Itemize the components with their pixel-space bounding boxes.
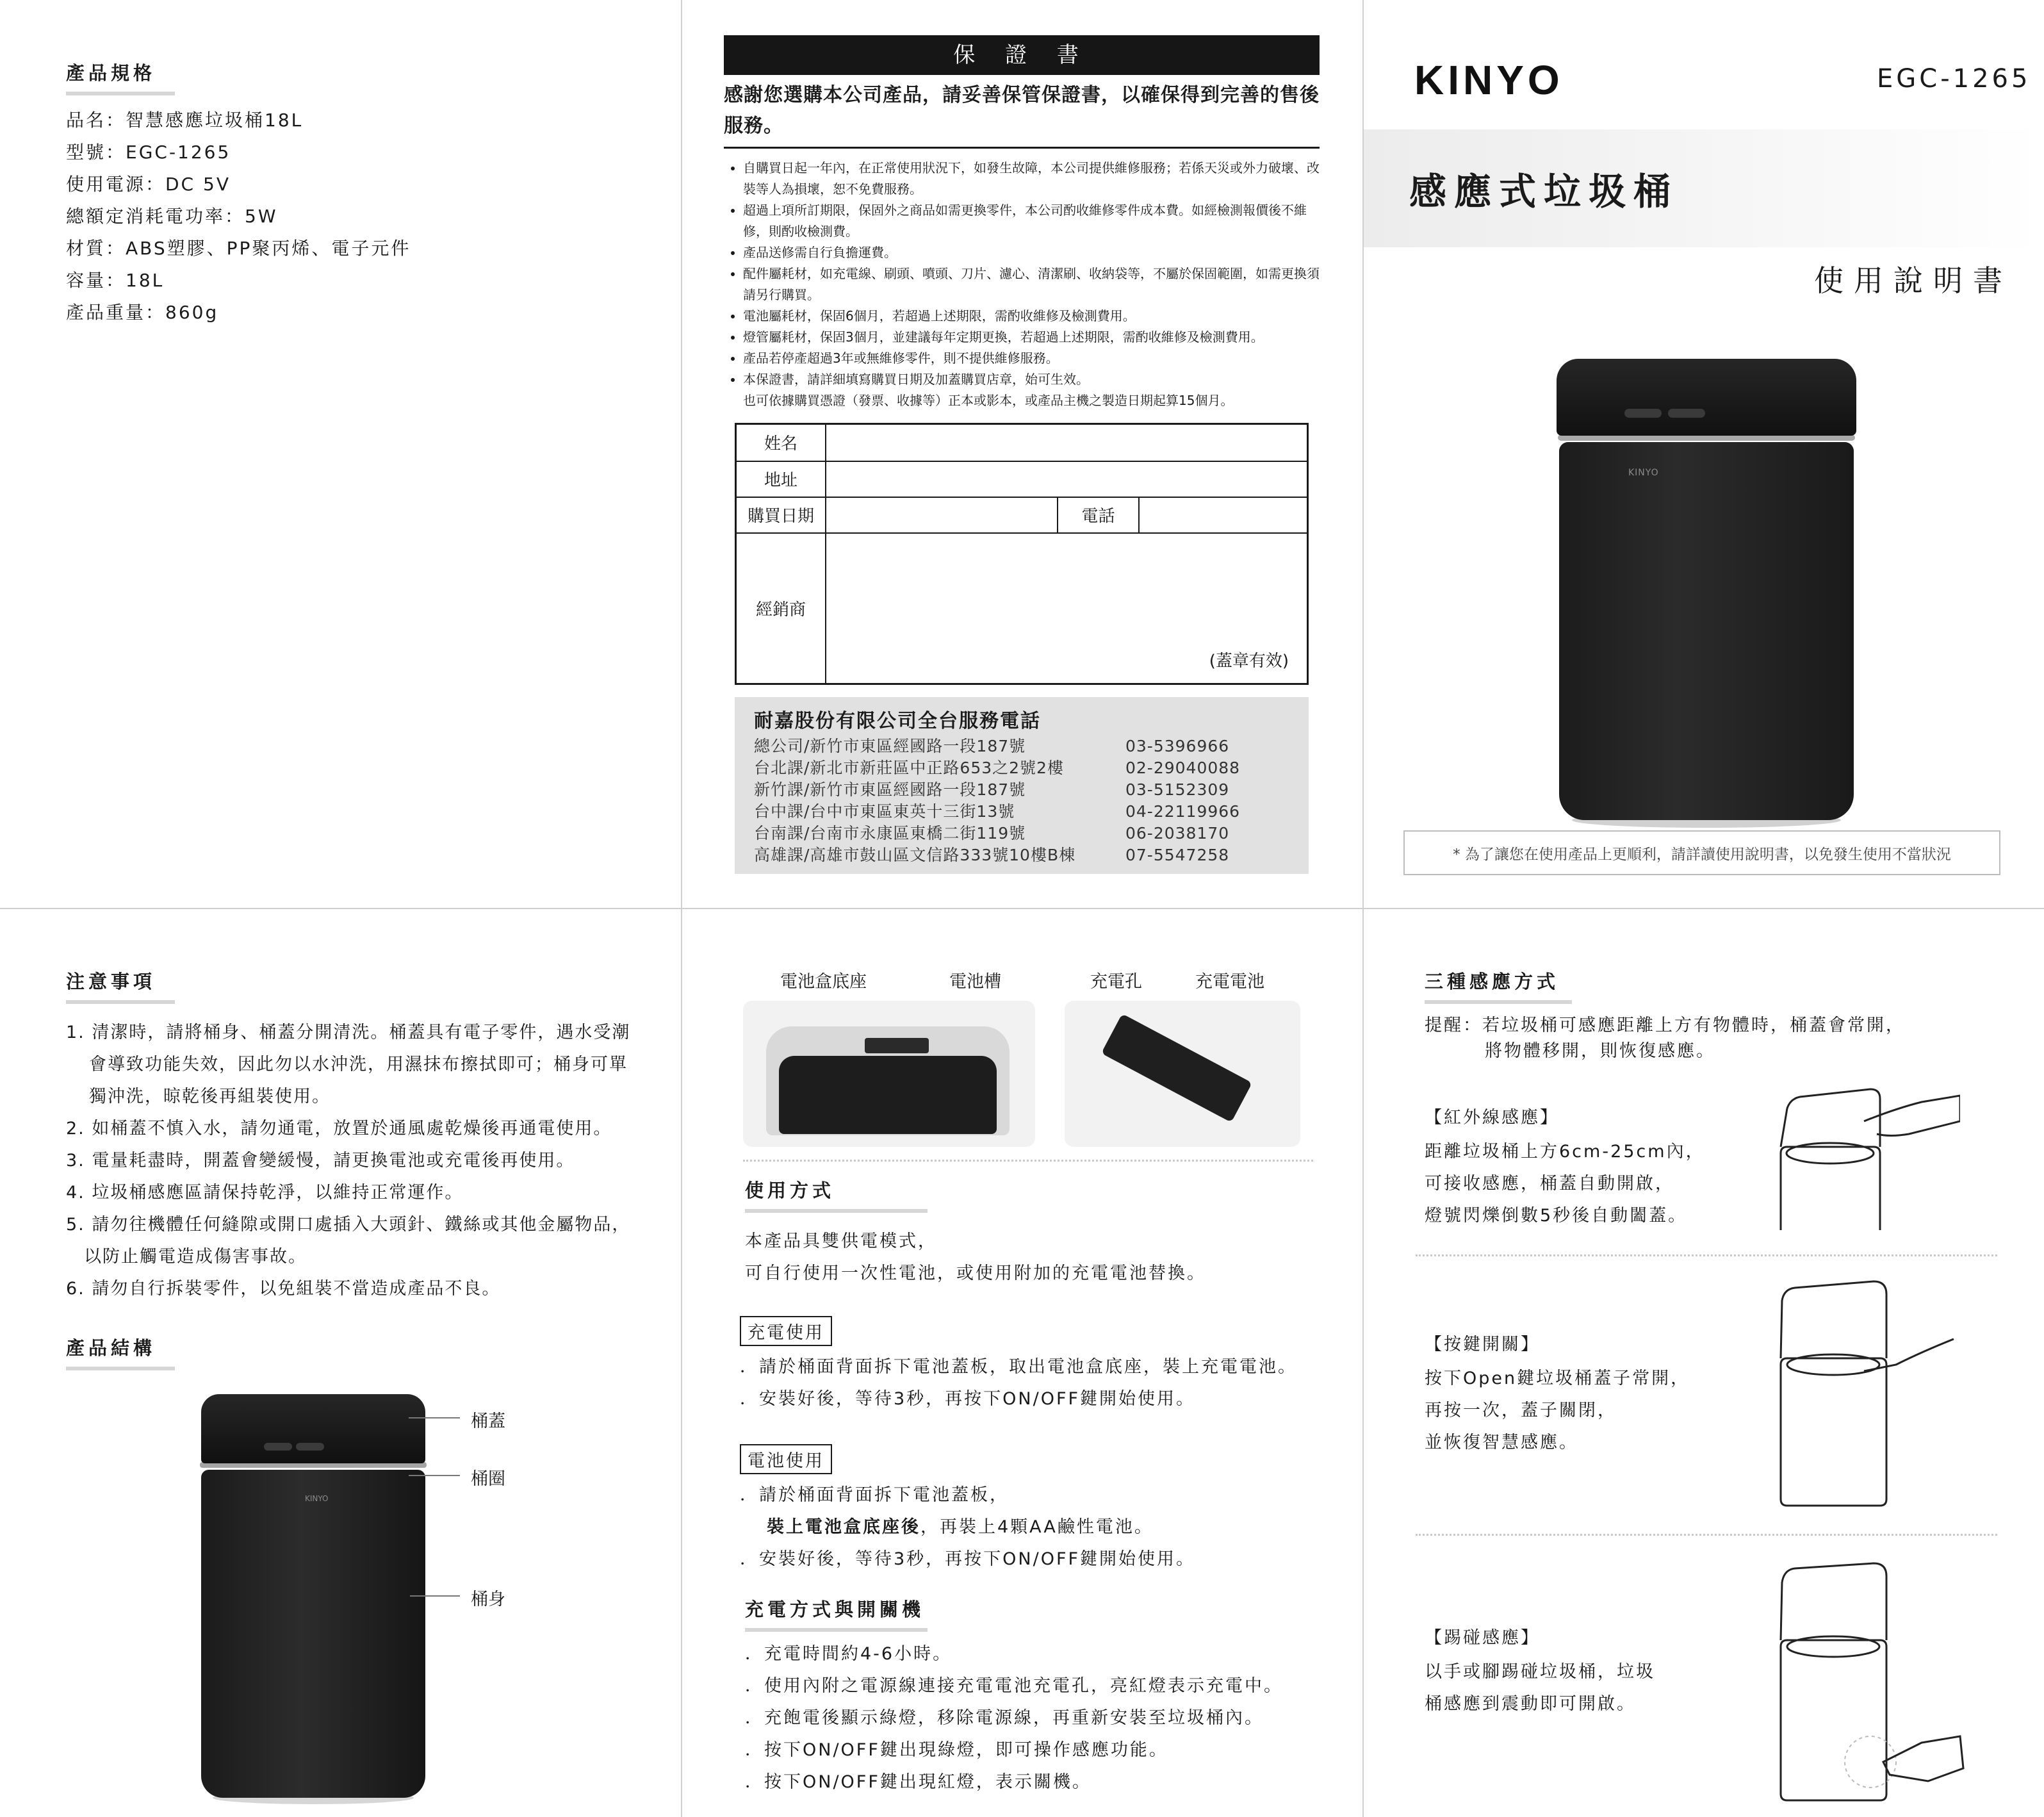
structure-bin-image (200, 1394, 427, 1798)
service-address: 總公司/新竹市東區經國路一段187號 (754, 737, 1026, 755)
notes-title: 注意事項 (66, 971, 156, 992)
sensing-title-bar (1425, 1000, 1572, 1004)
structure-title: 產品結構 (66, 1337, 156, 1359)
warranty-term: • 自購買日起一年內，在正常使用狀況下，如發生故障，本公司提供維修服務；若係天災或外力破壞、改裝等人為損壞，恕不免費服務。 (743, 158, 1320, 200)
product-title: 感應式垃圾桶 (1409, 170, 1679, 213)
battery-base-photo (743, 1001, 1035, 1147)
service-row (754, 801, 1240, 823)
battery-pack (1101, 1014, 1252, 1122)
specs-list (66, 104, 642, 329)
service-box (735, 697, 1309, 874)
cover-bin-image (1553, 359, 1860, 820)
sensor-icon (264, 1443, 292, 1451)
usage-note: * 為了讓您在使用產品上更順利，請詳讀使用說明書，以免發生使用不當狀況 (1453, 846, 1951, 863)
charging-step: ．使用內附之電源線連接充電電池充電孔，亮紅燈表示充電中。 (745, 1676, 1283, 1696)
specs-section (66, 59, 642, 329)
service-address: 台中課/台中市東區東英十三街13號 (754, 802, 1015, 821)
notes-title-bar (66, 1000, 175, 1004)
form-date-field[interactable] (826, 497, 1058, 533)
button-sensing (1425, 1330, 1783, 1459)
sensing-title: 三種感應方式 (1425, 971, 1560, 992)
note-line: 以防止觸電造成傷害事故。 (84, 1247, 307, 1267)
warranty-terms (724, 158, 1320, 390)
form-address-field[interactable] (826, 461, 1308, 497)
sensing-reminder-1: 提醒：若垃圾桶可感應距離上方有物體時，桶蓋會常開， (1425, 1015, 1905, 1035)
structure-title-bar (66, 1367, 175, 1370)
battery-usage-label: 電池使用 (740, 1444, 832, 1474)
rechargeable-battery-photo (1065, 1001, 1300, 1147)
ring-leader (409, 1475, 460, 1476)
model-number: EGC-1265 (1877, 64, 2031, 94)
specs-title: 產品規格 (66, 62, 156, 84)
ir-illustration (1768, 1083, 1960, 1230)
charging-step: ．充電時間約4-6小時。 (745, 1644, 953, 1664)
body-leader (410, 1595, 460, 1597)
service-row (754, 844, 1240, 866)
lid-leader (409, 1417, 460, 1418)
bin-body (201, 1470, 425, 1798)
kick-sensing (1425, 1624, 1783, 1720)
bin-lid (1557, 359, 1856, 436)
warranty-term: • 燈管屬耗材，保固3個月，並建議每年定期更換，若超過上述期限，需酌收維修及檢測費用。 (743, 327, 1320, 348)
service-address: 新竹課/新竹市東區經國路一段187號 (754, 780, 1026, 799)
structure-section (66, 1334, 175, 1370)
service-address: 高雄課/高雄市鼓山區文信路333號10樓B棟 (754, 846, 1076, 864)
spec-line: 使用電源：DC 5V (66, 174, 231, 195)
rechargeable-label: 充電電池 (1195, 972, 1264, 992)
usage-intro-1: 本產品具雙供電模式， (745, 1231, 937, 1251)
notes-section (66, 967, 662, 1305)
warranty-divider (724, 147, 1320, 149)
battery-base-label: 電池盒底座 (780, 972, 867, 992)
spec-line: 品名：智慧感應垃圾桶18L (66, 110, 304, 131)
kick-line: 桶感應到震動即可開啟。 (1425, 1694, 1636, 1714)
charging-step: ．按下ON/OFF鍵出現紅燈，表示關機。 (745, 1772, 1091, 1792)
sensing-divider (1416, 1534, 1997, 1536)
bin-lid (201, 1394, 425, 1463)
service-row (754, 757, 1240, 779)
warranty-term: • 電池屬耗材，保固6個月，若超過上述期限，需酌收維修及檢測費用。 (743, 306, 1320, 327)
battery-step: ．請於桶面背面拆下電池蓋板， (740, 1485, 1009, 1505)
body-label: 桶身 (471, 1590, 505, 1609)
battery-step-rest: ，再裝上4顆AA鹼性電池。 (920, 1517, 1154, 1537)
charge-port-label: 充電孔 (1090, 972, 1142, 992)
note-line: 3. 電量耗盡時，開蓋會變緩慢，請更換電池或充電後再使用。 (66, 1151, 575, 1171)
bin-logo: KINYO (305, 1494, 329, 1503)
ring-label: 桶圈 (471, 1469, 505, 1489)
battery-case-opening (779, 1056, 997, 1134)
warranty-term: • 本保證書，請詳細填寫購買日期及加蓋購買店章，始可生效。 (743, 369, 1320, 390)
sensor-icon (296, 1443, 324, 1451)
form-name-label: 姓名 (736, 424, 826, 461)
sensor-icon (1624, 409, 1662, 418)
usage-title: 使用方式 (745, 1180, 835, 1201)
charging-title-bar (745, 1628, 928, 1632)
warranty-term: • 產品送修需自行負擔運費。 (743, 242, 1320, 263)
service-phone: 03-5396966 (1125, 737, 1230, 755)
charging-step: ．充飽電後顯示綠燈，移除電源線，再重新安裝至垃圾桶內。 (745, 1708, 1264, 1728)
service-phone: 03-5152309 (1125, 780, 1230, 799)
warranty-form (735, 423, 1309, 685)
warranty-term: • 超過上項所訂期限，保固外之商品如需更換零件，本公司酌收維修零件成本費。如經檢測報價後不維修，則酌收檢測費。 (743, 200, 1320, 242)
spec-line: 產品重量：860g (66, 302, 219, 323)
ir-line: 燈號閃爍倒數5秒後自動闔蓋。 (1425, 1206, 1688, 1226)
warranty-term: • 產品若停產超過3年或無維修零件，則不提供維修服務。 (743, 348, 1320, 369)
charging-step: ．按下ON/OFF鍵出現綠燈，即可操作感應功能。 (745, 1740, 1168, 1760)
battery-step-bold: 裝上電池盒底座後 (767, 1517, 920, 1537)
charging-section (745, 1595, 1341, 1798)
warranty-term: • 配件屬耗材，如充電線、刷頭、噴頭、刀片、濾心、清潔刷、收納袋等，不屬於保固範圍，如需更換須請另行購買。 (743, 263, 1320, 306)
service-phone: 06-2038170 (1125, 824, 1230, 843)
ir-head: 【紅外線感應】 (1425, 1108, 1559, 1128)
service-phone: 07-5547258 (1125, 846, 1230, 864)
note-line: 5. 請勿往機體任何縫隙或開口處插入大頭針、鐵絲或其他金屬物品， (66, 1215, 631, 1235)
ir-sensing (1425, 1103, 1783, 1232)
service-row (754, 736, 1240, 757)
spec-line: 總額定消耗電功率：5W (66, 206, 278, 227)
button-line: 按下Open鍵垃圾桶蓋子常開， (1425, 1369, 1690, 1388)
brand-logo: KINYO (1414, 57, 1564, 103)
sensing-section (1425, 967, 2014, 1064)
note-line: 2. 如桶蓋不慎入水，請勿通電，放置於通風處乾燥後再通電使用。 (66, 1119, 612, 1139)
service-title: 耐嘉股份有限公司全台服務電話 (754, 710, 1041, 732)
spec-line: 材質：ABS塑膠、PP聚丙烯、電子元件 (66, 238, 411, 259)
specs-title-bar (66, 92, 175, 95)
form-address-label: 地址 (736, 461, 826, 497)
charge-step: ．請於桶面背面拆下電池蓋板，取出電池盒底座，裝上充電電池。 (740, 1357, 1297, 1377)
kick-illustration (1768, 1550, 1973, 1807)
bin-logo: KINYO (1628, 468, 1659, 478)
manual-title: 使用說明書 (1814, 263, 2013, 298)
form-dealer-field[interactable] (826, 533, 1308, 684)
service-list (754, 736, 1240, 866)
ir-line: 距離垃圾桶上方6cm-25cm內， (1425, 1142, 1705, 1162)
spec-line: 型號：EGC-1265 (66, 142, 231, 163)
service-address: 台南課/台南市永康區東橋二街119號 (754, 824, 1026, 843)
kick-head: 【踢碰感應】 (1425, 1628, 1540, 1648)
service-row (754, 823, 1240, 844)
form-stamp-note: (蓋章有效) (1209, 652, 1289, 671)
form-phone-label: 電話 (1058, 497, 1139, 533)
charge-usage-label: 充電使用 (740, 1316, 832, 1346)
charge-step: ．安裝好後，等待3秒，再按下ON/OFF鍵開始使用。 (740, 1389, 1196, 1409)
button-head: 【按鍵開關】 (1425, 1335, 1540, 1354)
warranty-thanks: 感謝您選購本公司產品，請妥善保管保證書，以確保得到完善的售後服務。 (724, 84, 1320, 137)
kick-line: 以手或腳踢碰垃圾桶，垃圾 (1425, 1662, 1655, 1682)
form-date-label: 購買日期 (736, 497, 826, 533)
note-line: 6. 請勿自行拆裝零件，以免組裝不當造成產品不良。 (66, 1279, 501, 1299)
form-phone-field[interactable] (1139, 497, 1308, 533)
sensing-reminder-2: 將物體移開，則恢復感應。 (1485, 1041, 1715, 1061)
usage-note-box (1403, 830, 2000, 875)
battery-slot-label: 電池槽 (949, 972, 1001, 992)
note-line: 會導致功能失效，因此勿以水沖洗，用濕抹布擦拭即可；桶身可單 (89, 1055, 628, 1074)
battery-step-install (740, 1511, 1336, 1543)
battery-slot (865, 1038, 929, 1053)
notes-list (66, 1017, 662, 1305)
charging-steps (745, 1638, 1341, 1798)
usage-intro-2: 可自行使用一次性電池，或使用附加的充電電池替換。 (745, 1263, 1206, 1283)
usage-divider (743, 1160, 1313, 1162)
bin-body (1559, 442, 1854, 820)
note-line: 1. 清潔時，請將桶身、桶蓋分開清洗。桶蓋具有電子零件，遇水受潮 (66, 1023, 631, 1042)
ir-line: 可接收感應，桶蓋自動開啟， (1425, 1174, 1674, 1194)
form-name-field[interactable] (826, 424, 1308, 461)
button-line: 並恢復智慧感應。 (1425, 1433, 1578, 1452)
battery-usage (740, 1444, 1336, 1575)
sensor-icon (1668, 409, 1705, 418)
charging-title: 充電方式與開關機 (745, 1599, 925, 1620)
service-row (754, 779, 1240, 801)
button-line: 再按一次，蓋子關閉， (1425, 1401, 1617, 1420)
sensing-divider (1416, 1254, 1997, 1256)
service-phone: 04-22119966 (1125, 802, 1241, 821)
note-line: 4. 垃圾桶感應區請保持乾淨，以維持正常運作。 (66, 1183, 464, 1203)
service-address: 台北課/新北市新莊區中正路653之2號2樓 (754, 759, 1064, 777)
panel-divider-middle (0, 908, 2044, 909)
button-illustration (1768, 1275, 1960, 1512)
warranty-header: 保 證 書 (724, 35, 1320, 75)
lid-label: 桶蓋 (471, 1411, 505, 1431)
form-dealer-label: 經銷商 (736, 533, 826, 684)
usage-section (745, 1176, 1341, 1290)
usage-title-bar (745, 1209, 928, 1213)
note-line: 獨沖洗，晾乾後再組裝使用。 (89, 1087, 331, 1106)
warranty-section (724, 35, 1320, 411)
charge-usage (740, 1316, 1336, 1415)
battery-step: ．安裝好後，等待3秒，再按下ON/OFF鍵開始使用。 (740, 1549, 1196, 1569)
service-phone: 02-29040088 (1125, 759, 1241, 777)
warranty-extra: 也可依據購買憑證（發票、收據等）正本或影本，或產品主機之製造日期起算15個月。 (743, 393, 1234, 408)
spec-line: 容量：18L (66, 270, 165, 291)
